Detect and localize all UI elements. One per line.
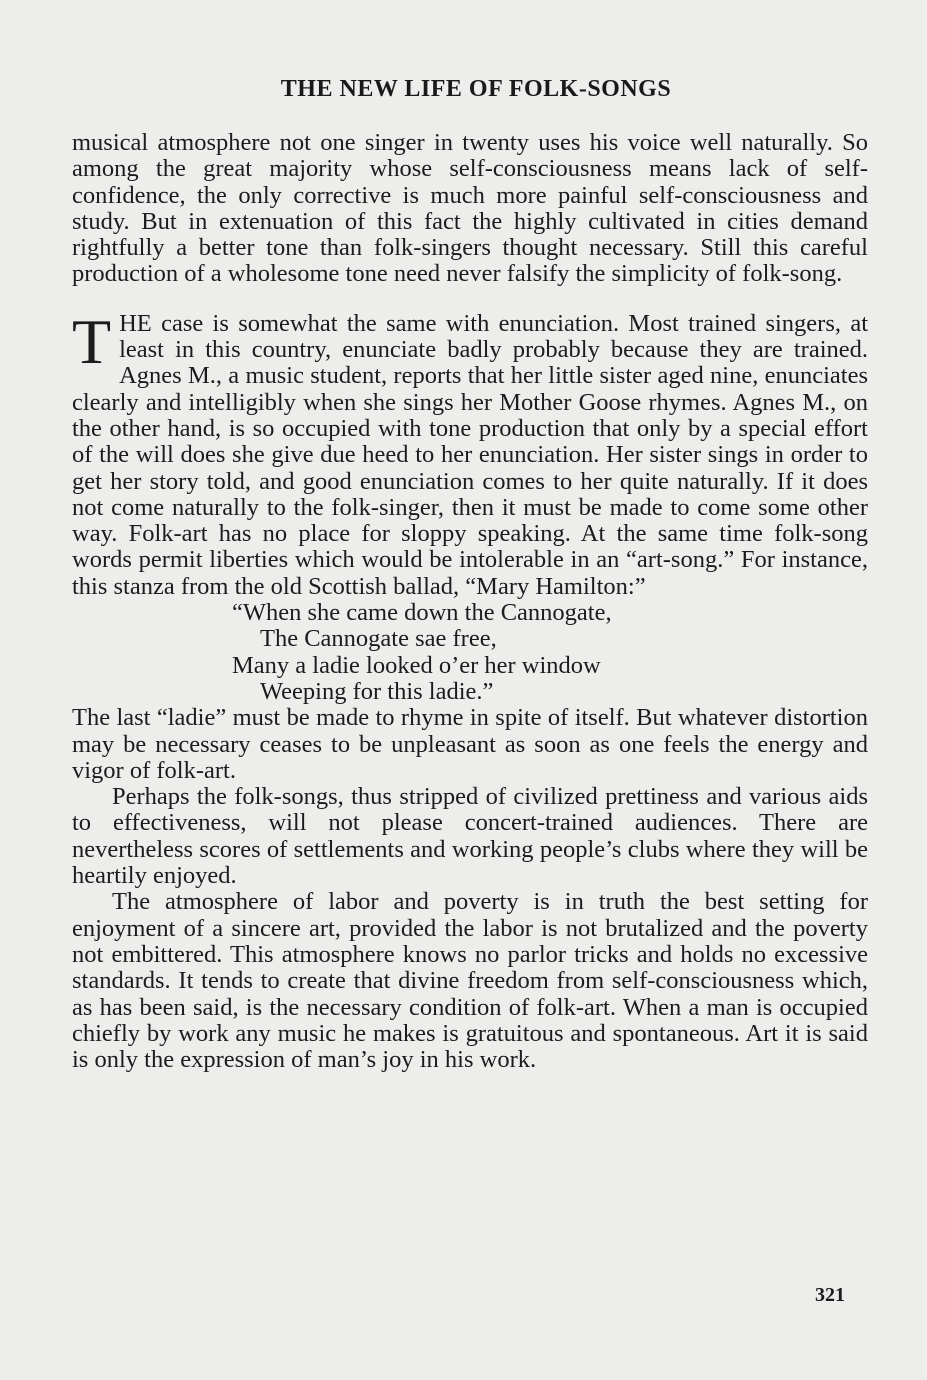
paragraph-continuation: musical atmosphere not one singer in twenty uses his voice well naturally. So among the great majority whose self-consciousness means lack of self-confidence, the only corrective is much more painful self-consciousness and study. But in extenuation of this fact the highly cultivated in cities demand rightfully a better tone than folk-singers thought necessary. Still this careful production of a wholesome tone need never falsify the simplicity of folk-song. bbox=[72, 129, 868, 288]
paragraph-audiences: Perhaps the folk-songs, thus stripped of civilized prettiness and various aids to effectiveness, will not please concert-trained audiences. There are nevertheless scores of settlements and working people’s clubs where they will be heartily enjoyed. bbox=[72, 783, 868, 890]
verse-line: Many a ladie looked o’er her window bbox=[232, 651, 601, 679]
paragraph-atmosphere: The atmosphere of labor and poverty is in truth the best setting for enjoyment of a sincere art, provided the labor is not brutalized and the poverty not embittered. This atmosphere knows no parlor tricks and holds no excessive standards. It tends to create that divine freedom from self-consciousness which, as has been said, is the necessary condition of folk-art. When a man is occupied chiefly by work any music he makes is gratuitous and spontaneous. Art it is said is only the expression of man’s joy in his work. bbox=[72, 888, 868, 1074]
page-number: 321 bbox=[815, 1284, 845, 1306]
paragraph-enunciation-text: HE case is somewhat the same with enunciation. Most trained singers, at least in this country, enunciate badly probably because they are trained. Agnes M., a music student, reports that her little sister aged nine, enunciates clearly and intelligibly when she sings her Mother Goose rhymes. Agnes M., on the other hand, is so occupied with tone production that only by a special effort of the will does she give due heed to her enunciation. Her sister sings in order to get her story told, and good enunciation comes to her quite naturally. If it does not come naturally to the folk-singer, then it must be made to come some other way. Folk-art has no place for sloppy speaking. At the same time folk-song words permit liberties which would be intolerable in an “art-song.” For instance, this stanza from the old Scottish ballad, “Mary Hamilton:” bbox=[72, 309, 868, 600]
running-head-title: THE NEW LIFE OF FOLK-SONGS bbox=[280, 76, 672, 102]
paragraph-rhyme: The last “ladie” must be made to rhyme in spite of itself. But whatever distortion may be necessary ceases to be unpleasant as soon as one feels the energy and vigor of folk-art. bbox=[72, 704, 868, 784]
ballad-stanza bbox=[72, 600, 868, 705]
verse-line: “When she came down the Cannogate, bbox=[232, 599, 612, 627]
drop-cap: T bbox=[72, 305, 112, 377]
verse-line: Weeping for this ladie.” bbox=[260, 677, 494, 705]
paragraph-enunciation bbox=[72, 305, 868, 600]
verse-line: The Cannogate sae free, bbox=[260, 625, 497, 653]
body-text bbox=[72, 130, 868, 1073]
